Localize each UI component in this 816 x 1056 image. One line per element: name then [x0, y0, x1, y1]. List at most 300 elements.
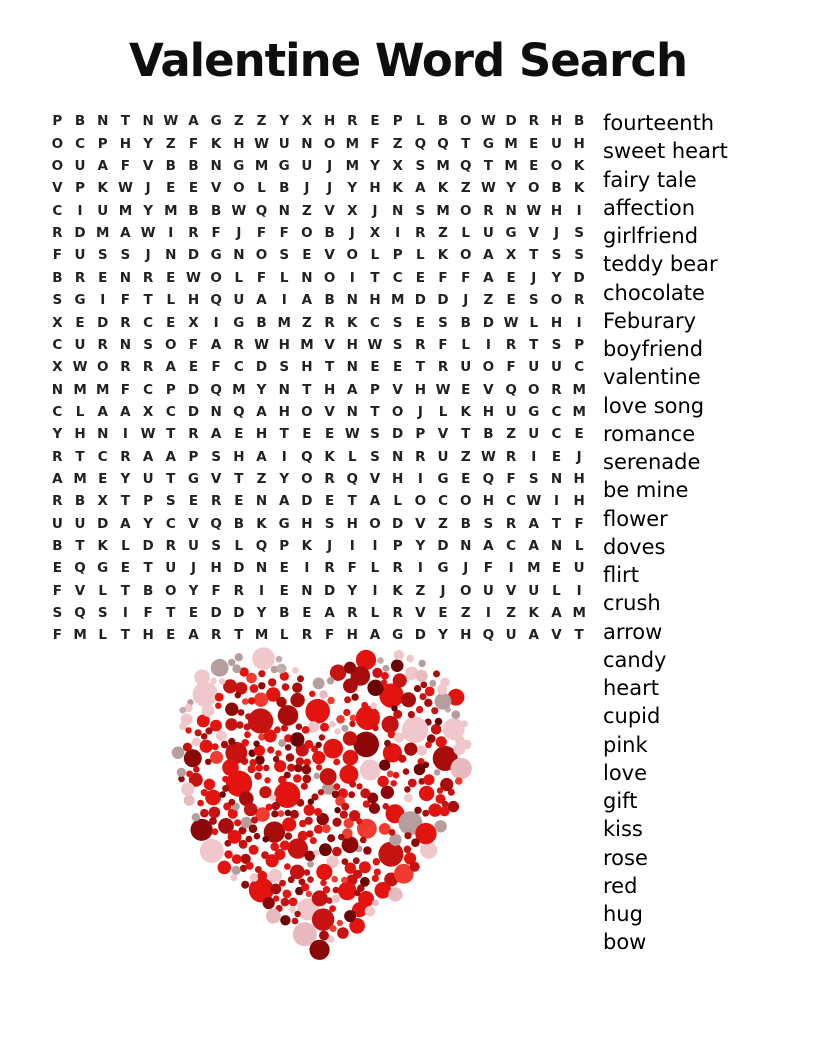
- heart-dot: [302, 726, 310, 734]
- heart-dot: [200, 839, 224, 863]
- grid-cell: P: [143, 493, 154, 510]
- grid-cell: Y: [143, 515, 153, 532]
- heart-dot: [248, 765, 256, 773]
- grid-cell: P: [165, 381, 176, 398]
- grid-cell: K: [392, 180, 403, 197]
- grid-cell: F: [279, 225, 289, 242]
- grid-cell: L: [438, 403, 448, 420]
- grid-cell: U: [97, 202, 109, 219]
- grid-cell: V: [52, 180, 63, 197]
- heart-dot: [241, 758, 248, 765]
- heart-dot: [259, 786, 271, 798]
- heart-dot: [455, 777, 463, 785]
- grid-cell: K: [301, 537, 313, 554]
- grid-cell: V: [528, 225, 539, 242]
- grid-cell: A: [52, 470, 63, 487]
- grid-cell: S: [165, 493, 176, 510]
- grid-cell: G: [437, 470, 449, 487]
- heart-dot: [435, 693, 452, 710]
- grid-cell: Y: [256, 604, 267, 621]
- heart-dot: [372, 899, 379, 906]
- grid-cell: M: [527, 560, 541, 577]
- heart-dot: [332, 818, 341, 827]
- heart-dot: [383, 803, 390, 810]
- heart-dot: [212, 743, 219, 750]
- grid-cell: I: [259, 582, 265, 599]
- grid-cell: M: [345, 158, 359, 175]
- heart-dot: [246, 673, 257, 684]
- grid-cell: K: [347, 314, 358, 331]
- grid-cell: B: [551, 180, 562, 197]
- grid-cell: E: [279, 582, 289, 599]
- heart-dot: [333, 759, 340, 766]
- grid-cell: R: [505, 336, 517, 353]
- grid-cell: T: [120, 627, 131, 644]
- grid-cell: J: [236, 225, 242, 242]
- grid-cell: F: [506, 359, 516, 376]
- heart-dot: [313, 849, 319, 855]
- grid-cell: E: [574, 426, 584, 443]
- grid-cell: H: [369, 180, 381, 197]
- grid-cell: N: [210, 403, 222, 420]
- heart-dot: [344, 662, 356, 674]
- grid-cell: X: [347, 202, 358, 219]
- grid-cell: H: [482, 403, 495, 420]
- heart-dot: [254, 772, 262, 780]
- grid-cell: C: [143, 314, 154, 331]
- heart-dot: [210, 751, 223, 764]
- grid-cell: H: [482, 493, 495, 510]
- grid-cell: Y: [143, 135, 153, 152]
- grid-cell: C: [165, 515, 176, 532]
- heart-dot: [419, 660, 426, 667]
- heart-dot: [258, 871, 268, 881]
- grid-cell: V: [210, 180, 222, 197]
- grid-cell: W: [480, 180, 496, 197]
- grid-cell: X: [142, 403, 154, 420]
- grid-cell: V: [74, 582, 86, 599]
- grid-cell: Y: [256, 381, 267, 398]
- heart-dot: [284, 772, 291, 779]
- grid-cell: O: [528, 381, 540, 398]
- grid-cell: Q: [482, 470, 495, 487]
- grid-cell: D: [233, 560, 245, 577]
- heart-dot: [381, 786, 394, 799]
- grid-cell: E: [370, 113, 380, 130]
- grid-cell: T: [75, 448, 85, 465]
- heart-dot: [387, 770, 394, 777]
- grid-cell: S: [574, 247, 585, 264]
- grid-cell: J: [553, 225, 559, 242]
- grid-cell: F: [143, 604, 153, 621]
- grid-cell: H: [346, 515, 358, 532]
- grid-cell: C: [438, 493, 448, 510]
- grid-cell: L: [552, 582, 561, 599]
- grid-cell: M: [572, 604, 586, 621]
- heart-dot: [436, 736, 447, 747]
- grid-cell: T: [415, 359, 425, 376]
- grid-cell: V: [324, 247, 335, 264]
- heart-dot: [356, 783, 362, 789]
- grid-cell: D: [233, 604, 245, 621]
- grid-cell: F: [438, 269, 448, 286]
- grid-cell: C: [75, 135, 85, 152]
- grid-cell: C: [551, 403, 562, 420]
- grid-cell: S: [415, 158, 426, 175]
- grid-cell: T: [574, 627, 584, 644]
- heart-dot: [332, 847, 342, 857]
- heart-dot: [292, 918, 299, 925]
- grid-cell: R: [120, 359, 131, 376]
- grid-cell: Q: [74, 604, 86, 621]
- heart-dot: [219, 791, 226, 798]
- grid-cell: R: [505, 448, 517, 465]
- grid-cell: W: [140, 426, 156, 443]
- grid-cell: B: [211, 202, 222, 219]
- grid-cell: A: [165, 448, 176, 465]
- grid-cell: F: [120, 158, 131, 175]
- grid-cell: M: [345, 135, 359, 152]
- grid-cell: J: [327, 158, 333, 175]
- grid-cell: T: [347, 493, 357, 510]
- grid-cell: Z: [165, 135, 176, 152]
- grid-cell: Z: [460, 604, 471, 621]
- word-list-item: heart: [603, 676, 659, 700]
- grid-cell: A: [256, 292, 267, 309]
- heart-dot: [278, 705, 299, 726]
- grid-cell: Z: [256, 470, 267, 487]
- heart-dot: [252, 647, 275, 670]
- heart-dot: [416, 706, 423, 713]
- word-list-item: sweet heart: [603, 139, 728, 164]
- heart-dot: [280, 915, 290, 925]
- heart-dot: [282, 817, 296, 831]
- grid-cell: R: [392, 560, 403, 577]
- heart-dot: [381, 679, 387, 685]
- grid-cell: P: [188, 448, 199, 465]
- heart-dot: [283, 890, 292, 899]
- grid-cell: O: [301, 403, 313, 420]
- grid-cell: V: [369, 470, 381, 487]
- grid-cell: R: [52, 493, 63, 510]
- grid-cell: A: [528, 627, 539, 644]
- word-list-item: affection: [603, 195, 696, 220]
- grid-cell: V: [142, 158, 154, 175]
- grid-cell: O: [459, 582, 472, 599]
- grid-cell: O: [301, 225, 313, 242]
- heart-dot: [320, 880, 327, 887]
- grid-cell: V: [483, 381, 494, 398]
- grid-cell: Y: [120, 470, 131, 487]
- word-list-item: Feburary: [603, 308, 697, 333]
- grid-cell: I: [122, 604, 128, 621]
- grid-cell: Z: [438, 225, 448, 242]
- heart-dot: [414, 685, 421, 692]
- heart-dot: [184, 795, 195, 806]
- heart-dot: [268, 869, 282, 883]
- grid-cell: L: [370, 604, 380, 621]
- grid-cell: O: [255, 247, 268, 264]
- heart-dot: [434, 769, 440, 775]
- heart-dot: [302, 775, 311, 784]
- grid-cell: A: [210, 336, 222, 353]
- word-list-item: red: [603, 873, 638, 898]
- heart-dot: [314, 808, 322, 816]
- grid-cell: H: [573, 135, 585, 152]
- grid-cell: I: [77, 202, 83, 219]
- grid-cell: Z: [415, 582, 426, 599]
- grid-cell: K: [97, 180, 108, 197]
- grid-cell: Y: [370, 158, 380, 175]
- grid-cell: D: [437, 537, 449, 554]
- heart-dot: [225, 703, 238, 716]
- grid-cell: U: [142, 470, 154, 487]
- heart-dot: [461, 720, 468, 727]
- grid-cell: O: [550, 158, 563, 175]
- heart-dot: [272, 802, 280, 810]
- grid-cell: A: [528, 515, 539, 532]
- heart-dot: [264, 730, 277, 743]
- heart-dot: [270, 842, 279, 851]
- heart-dot: [341, 725, 348, 732]
- word-list-item: love: [603, 760, 648, 785]
- grid-cell: C: [370, 314, 380, 331]
- grid-cell: L: [461, 336, 471, 353]
- grid-cell: T: [551, 515, 562, 532]
- heart-dot: [404, 794, 413, 803]
- heart-dot: [434, 820, 446, 832]
- grid-cell: E: [506, 292, 516, 309]
- heart-dot: [181, 713, 193, 725]
- word-list-item: love song: [603, 393, 705, 418]
- grid-cell: S: [211, 537, 222, 554]
- heart-dot: [232, 664, 241, 673]
- grid-cell: F: [347, 560, 357, 577]
- grid-cell: X: [505, 247, 517, 264]
- heart-dot: [215, 693, 224, 702]
- heart-dot: [222, 776, 229, 783]
- heart-dot: [228, 738, 235, 745]
- word-list-item: girlfriend: [603, 224, 699, 248]
- grid-cell: A: [483, 269, 494, 286]
- grid-cell: R: [210, 627, 222, 644]
- grid-cell: V: [415, 515, 426, 532]
- heart-dot: [305, 817, 313, 825]
- heart-dot: [293, 774, 301, 782]
- grid-cell: F: [120, 292, 131, 309]
- grid-cell: E: [461, 470, 471, 487]
- heart-dot: [329, 905, 336, 912]
- grid-cell: B: [52, 537, 63, 554]
- grid-cell: H: [323, 381, 336, 398]
- word-list-item: flower: [603, 506, 668, 531]
- grid-cell: L: [347, 448, 357, 465]
- grid-cell: B: [74, 113, 86, 130]
- grid-cell: Z: [302, 202, 312, 219]
- grid-cell: N: [119, 269, 132, 286]
- grid-cell: F: [438, 336, 448, 353]
- grid-cell: U: [51, 515, 63, 532]
- grid-cell: J: [304, 180, 310, 197]
- grid-cell: T: [120, 113, 131, 130]
- grid-cell: A: [369, 493, 381, 510]
- grid-cell: F: [211, 359, 221, 376]
- grid-cell: B: [279, 604, 290, 621]
- grid-cell: O: [51, 135, 64, 152]
- grid-cell: U: [528, 359, 540, 376]
- heart-dot: [337, 927, 349, 939]
- grid-cell: L: [370, 560, 380, 577]
- heart-dot: [319, 690, 327, 698]
- grid-cell: F: [370, 135, 380, 152]
- grid-cell: R: [301, 627, 313, 644]
- grid-cell: B: [460, 515, 471, 532]
- grid-cell: N: [255, 560, 268, 577]
- grid-cell: W: [117, 180, 133, 197]
- heart-dot: [357, 884, 365, 892]
- grid-cell: S: [279, 247, 290, 264]
- heart-dot: [285, 832, 292, 839]
- grid-cell: E: [98, 269, 108, 286]
- grid-cell: A: [551, 604, 562, 621]
- heart-dot: [451, 710, 460, 719]
- heart-dot: [342, 858, 349, 865]
- grid-cell: R: [324, 314, 335, 331]
- grid-cell: C: [392, 269, 403, 286]
- grid-cell: S: [97, 247, 108, 264]
- heart-dot: [179, 707, 186, 714]
- grid-cell: A: [483, 537, 494, 554]
- grid-cell: G: [97, 560, 109, 577]
- grid-cell: R: [52, 225, 63, 242]
- grid-cell: E: [302, 247, 312, 264]
- heart-dot: [334, 807, 340, 813]
- grid-cell: N: [278, 381, 290, 398]
- heart-dot: [278, 810, 285, 817]
- heart-dot: [254, 693, 268, 707]
- heart-dot: [360, 837, 367, 844]
- grid-cell: V: [437, 426, 449, 443]
- grid-cell: L: [574, 537, 584, 554]
- heart-dot: [306, 891, 312, 897]
- grid-cell: W: [72, 359, 88, 376]
- heart-dot: [363, 846, 371, 854]
- heart-dot: [312, 751, 325, 764]
- grid-cell: I: [553, 493, 559, 510]
- grid-cell: G: [278, 515, 290, 532]
- grid-cell: J: [463, 560, 469, 577]
- grid-cell: R: [120, 448, 131, 465]
- grid-cell: U: [460, 359, 472, 376]
- heart-dot: [316, 742, 322, 748]
- grid-cell: H: [323, 113, 336, 130]
- grid-cell: H: [301, 515, 313, 532]
- grid-cell: S: [483, 515, 494, 532]
- grid-cell: Q: [301, 448, 313, 465]
- heart-dot: [250, 684, 259, 693]
- grid-cell: O: [482, 359, 495, 376]
- grid-cell: A: [347, 381, 358, 398]
- grid-cell: H: [573, 493, 585, 510]
- heart-dot: [334, 728, 340, 734]
- grid-cell: U: [233, 292, 245, 309]
- grid-cell: E: [188, 359, 199, 376]
- heart-dot: [302, 765, 312, 775]
- heart-dot: [333, 783, 340, 790]
- heart-dot: [401, 692, 416, 707]
- grid-cell: F: [211, 582, 221, 599]
- heart-dot: [305, 740, 314, 749]
- grid-cell: M: [504, 135, 518, 152]
- grid-cell: N: [255, 493, 268, 510]
- grid-cell: U: [550, 359, 562, 376]
- grid-cell: B: [279, 180, 290, 197]
- grid-cell: S: [211, 448, 222, 465]
- grid-cell: L: [121, 537, 130, 554]
- heart-dot: [340, 811, 348, 819]
- grid-cell: H: [74, 426, 86, 443]
- grid-cell: F: [256, 269, 267, 286]
- heart-dot: [276, 697, 286, 707]
- grid-cell: A: [97, 403, 108, 420]
- grid-cell: S: [324, 515, 335, 532]
- heart-dot: [244, 731, 251, 738]
- grid-cell: E: [166, 269, 176, 286]
- grid-cell: E: [234, 426, 244, 443]
- heart-dot: [343, 731, 357, 745]
- grid-cell: E: [302, 604, 312, 621]
- grid-cell: E: [166, 180, 176, 197]
- grid-cell: I: [213, 314, 219, 331]
- heart-dot: [319, 734, 325, 740]
- word-list-item: valentine: [603, 365, 701, 390]
- heart-dot: [224, 840, 231, 847]
- heart-dot: [271, 810, 278, 817]
- heart-dot: [230, 874, 237, 881]
- grid-cell: S: [551, 336, 562, 353]
- grid-cell: S: [528, 292, 539, 309]
- grid-cell: V: [392, 381, 403, 398]
- grid-cell: S: [120, 247, 131, 264]
- grid-cell: R: [188, 426, 199, 443]
- grid-cell: A: [483, 247, 494, 264]
- grid-cell: O: [459, 113, 472, 130]
- grid-cell: Q: [210, 292, 222, 309]
- heart-dot: [435, 718, 443, 726]
- grid-cell: T: [483, 158, 494, 175]
- grid-cell: B: [52, 269, 63, 286]
- heart-dot: [296, 757, 304, 765]
- heart-dot: [314, 825, 323, 834]
- grid-cell: Y: [506, 180, 516, 197]
- grid-cell: E: [551, 448, 562, 465]
- word-list-item: teddy bear: [603, 252, 718, 277]
- grid-cell: N: [301, 269, 313, 286]
- heart-dot: [337, 920, 343, 926]
- grid-cell: U: [301, 158, 313, 175]
- grid-cell: J: [145, 247, 151, 264]
- grid-cell: B: [165, 158, 176, 175]
- grid-cell: Q: [74, 560, 86, 577]
- grid-cell: A: [120, 225, 131, 242]
- heart-dot: [201, 733, 208, 740]
- grid-cell: G: [210, 247, 222, 264]
- grid-cell: K: [392, 582, 403, 599]
- heart-dot: [273, 895, 279, 901]
- grid-cell: V: [415, 604, 426, 621]
- grid-cell: O: [301, 470, 313, 487]
- grid-cell: H: [233, 448, 245, 465]
